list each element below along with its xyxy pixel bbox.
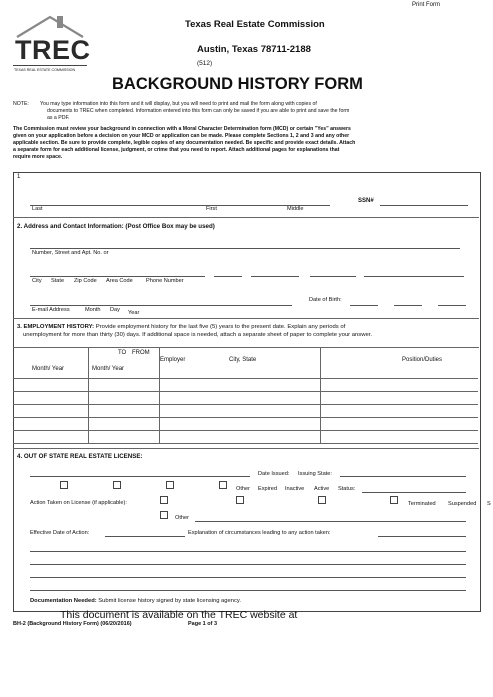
page-number: Page 1 of 3	[188, 621, 218, 627]
section3-title: 3. EMPLOYMENT HISTORY:	[17, 324, 95, 330]
agency-name: Texas Real Estate Commission	[185, 19, 325, 30]
doc-needed	[30, 598, 241, 604]
action-checkbox-other[interactable]	[160, 511, 168, 519]
status-checkbox-1[interactable]	[60, 481, 68, 489]
email-field[interactable]	[30, 296, 290, 304]
effective-date-label: Effective Date of Action:	[30, 530, 90, 536]
action-checkbox-4[interactable]	[390, 496, 398, 504]
note-line-1: You may type information into this form and it will display, but you will need to print and mail the form along with copies of	[40, 101, 317, 107]
agency-phone: (512)	[197, 60, 213, 67]
issuing-state-label: Issuing State:	[298, 471, 332, 477]
website-note: This document is available on the TREC website at	[60, 609, 298, 621]
status-checkbox-other[interactable]	[219, 481, 227, 489]
inactive-label: Inactive	[285, 486, 305, 492]
section3-desc-1: Provide employment history for the last five (5) years to the present date. Explain any periods of	[95, 324, 346, 330]
expired-label: Expired	[258, 486, 277, 492]
section4-title: 4. OUT OF STATE REAL ESTATE LICENSE:	[17, 453, 143, 460]
city-state-header: City, State	[229, 357, 257, 363]
instructions-line-1: The Commission must review your background in connection with a Moral Character Determination form (MCD) or certain "Yes" answers	[13, 126, 351, 132]
ssn-field[interactable]	[380, 196, 468, 204]
instructions-line-5: require more space.	[13, 154, 63, 160]
logo-text: TREC	[15, 35, 91, 65]
city-state-zip-field[interactable]	[30, 267, 205, 275]
section2-title: 2. Address and Contact Information: (Post Office Box may be used)	[17, 223, 215, 230]
zip-label: Zip Code	[74, 278, 97, 284]
action-checkbox-2[interactable]	[236, 496, 244, 504]
phone-label: Phone Number	[146, 278, 184, 284]
suspended-label: Suspended	[448, 501, 477, 507]
from-month-year-header: Month/ Year	[32, 366, 65, 372]
note-line-3: as a PDF.	[47, 115, 70, 121]
terminated-label: Terminated	[408, 501, 436, 507]
action-checkbox-3[interactable]	[318, 496, 326, 504]
street-field[interactable]	[30, 239, 460, 247]
street-label: Number, Street and Apt. No. or	[32, 250, 109, 256]
ssn-label: SSN#	[358, 198, 374, 204]
status-label: Status:	[338, 486, 356, 492]
day-label: Day	[110, 307, 120, 313]
section1-number: 1	[17, 174, 21, 180]
suspended-cut-label: S	[487, 501, 491, 507]
status-checkbox-2[interactable]	[113, 481, 121, 489]
name-field[interactable]	[30, 196, 330, 204]
to-month-year-header: Month/ Year	[92, 366, 125, 372]
section3-desc-2: unemployment for more than thirty (30) days. If additional space is needed, attach a separate sheet of paper to complete your answer.	[23, 332, 373, 338]
city-label: City	[32, 278, 42, 284]
employment-table[interactable]	[20, 383, 475, 441]
active-label: Active	[314, 486, 330, 492]
instructions-line-4: a separate form for each additional license, judgment, or crime that you need to report. Attach additional pages for explanations that	[13, 147, 340, 153]
trec-logo	[13, 13, 91, 81]
area-code-label: Area Code	[106, 278, 133, 284]
month-label: Month	[85, 307, 101, 313]
dob-label: Date of Birth:	[309, 297, 342, 303]
action-checkbox-1[interactable]	[160, 496, 168, 504]
last-name-label: Last	[32, 206, 43, 212]
from-label: FROM	[132, 350, 150, 356]
agency-address: Austin, Texas 78711-2188	[197, 44, 311, 55]
action-taken-label: Action Taken on License (if applicable):	[30, 500, 127, 506]
status-checkbox-3[interactable]	[166, 481, 174, 489]
page-title: BACKGROUND HISTORY FORM	[112, 75, 363, 93]
section3-text-1	[17, 324, 345, 330]
position-header: Position/Duties	[402, 357, 443, 363]
email-label: E-mail Address	[32, 307, 70, 313]
middle-name-label: Middle	[287, 206, 304, 212]
doc-needed-label: Documentation Needed:	[30, 598, 97, 604]
other-status-label: Other	[236, 486, 250, 492]
date-issued-label: Date Issued:	[258, 471, 290, 477]
year-label: Year	[128, 310, 140, 316]
form-id: BH-2 (Background History Form) (06/20/2016)	[13, 621, 132, 627]
explanation-label: Explanation of circumstances leading to any action taken:	[188, 530, 331, 536]
first-name-label: First	[206, 206, 217, 212]
instructions-line-3: applicable section. Be sure to provide complete, legible copies of any documentation needed. Be specific and provide exact details. Attach	[13, 140, 356, 146]
note-label: NOTE:	[13, 101, 29, 107]
doc-needed-text: Submit license history signed by state licensing agency.	[98, 598, 241, 604]
instructions-line-2: given on your application before a decision on your MCD or application can be made. Please complete Sections 1, 2 and 3 and any other	[13, 133, 350, 139]
note-line-2: documents to TREC when completed. Information entered into this form can only be saved if you are able to print and save the form	[47, 108, 350, 114]
logo-subtitle: TEXAS REAL ESTATE COMMISSION	[14, 68, 76, 72]
explanation-field[interactable]	[30, 542, 466, 550]
other-action-label: Other	[175, 515, 189, 521]
employer-header: Employer	[160, 357, 186, 363]
to-label: TO	[118, 350, 127, 356]
state-label: State	[51, 278, 65, 284]
print-form-link[interactable]: Print Form	[412, 2, 441, 8]
